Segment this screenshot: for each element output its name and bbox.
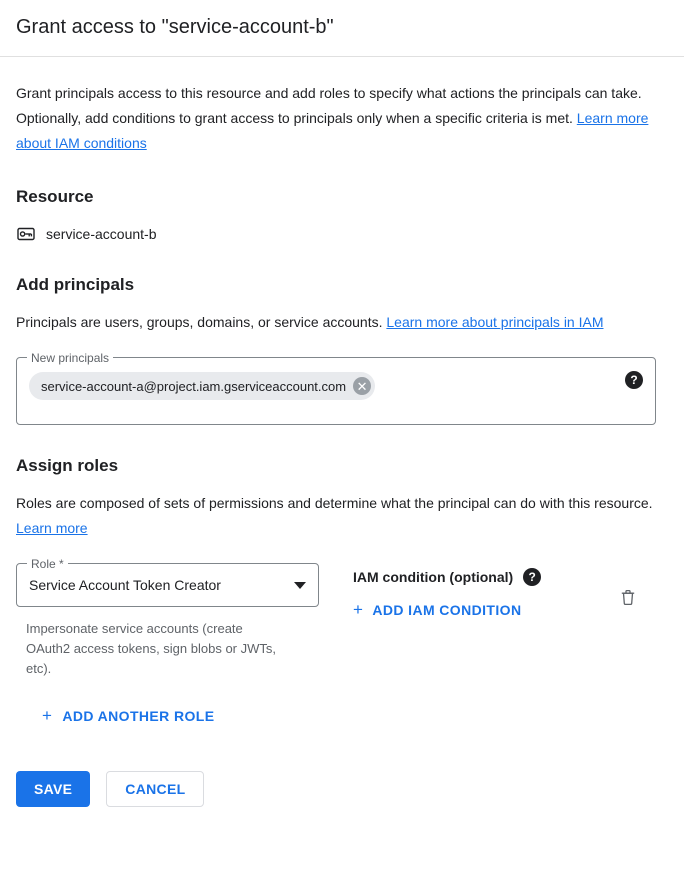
roles-description [16, 491, 666, 541]
intro-text: Grant principals access to this resource and add roles to specify what actions the principals can take. Optionally, add conditions to grant access to principals only when a specific criteria is met. [16, 85, 642, 126]
role-select[interactable] [16, 557, 319, 607]
help-icon[interactable]: ? [625, 371, 643, 389]
role-help-text: Impersonate service accounts (create OAuth2 access tokens, sign blobs or JWTs, etc). [26, 621, 276, 676]
role-select-value: Service Account Token Creator [29, 577, 221, 593]
condition-label: IAM condition (optional) [353, 569, 514, 585]
learn-more-principals-link[interactable]: Learn more about principals in IAM [386, 314, 604, 330]
learn-more-roles-link[interactable]: Learn more [16, 520, 88, 536]
trash-icon[interactable] [618, 587, 638, 607]
add-iam-condition-label: ADD IAM CONDITION [372, 601, 522, 618]
new-principals-label: New principals [27, 350, 113, 366]
chevron-down-icon[interactable] [294, 582, 306, 589]
cancel-button[interactable]: CANCEL [106, 771, 204, 807]
resource-section-title: Resource [16, 187, 94, 206]
service-account-icon [16, 224, 36, 244]
principals-section-title: Add principals [16, 275, 135, 294]
principal-chip-label: service-account-a@project.iam.gserviceaccount.com [41, 378, 347, 394]
principals-description [16, 310, 666, 335]
roles-description-text: Roles are composed of sets of permissions and determine what the principal can do with this resource. [16, 495, 653, 511]
learn-more-iam-conditions-link[interactable]: Learn more about IAM conditions [16, 110, 649, 151]
role-entry-row [16, 557, 668, 679]
resource-row [16, 224, 668, 244]
principal-chip[interactable] [29, 372, 375, 400]
role-select-label: Role * [27, 556, 68, 572]
role-column [16, 557, 321, 679]
roles-section-title: Assign roles [16, 456, 119, 475]
page-title: Grant access to "service-account-b" [16, 16, 334, 38]
principals-description-text: Principals are users, groups, domains, or service accounts. [16, 314, 387, 330]
add-iam-condition-button[interactable] [353, 601, 521, 618]
condition-label-row [353, 567, 603, 587]
save-button[interactable]: SAVE [16, 771, 90, 807]
add-another-role-label: ADD ANOTHER ROLE [62, 707, 215, 724]
panel-body [0, 81, 684, 825]
plus-icon: + [353, 600, 364, 619]
resource-name: service-account-b [46, 226, 157, 242]
help-icon[interactable]: ? [523, 568, 541, 586]
new-principals-field[interactable] [16, 351, 656, 425]
condition-column [353, 563, 603, 679]
panel-header [0, 0, 684, 57]
close-icon[interactable]: ✕ [353, 377, 371, 395]
intro-paragraph [16, 81, 666, 156]
footer-actions [16, 771, 668, 825]
add-another-role-button[interactable] [42, 707, 214, 724]
plus-icon: + [42, 706, 53, 725]
